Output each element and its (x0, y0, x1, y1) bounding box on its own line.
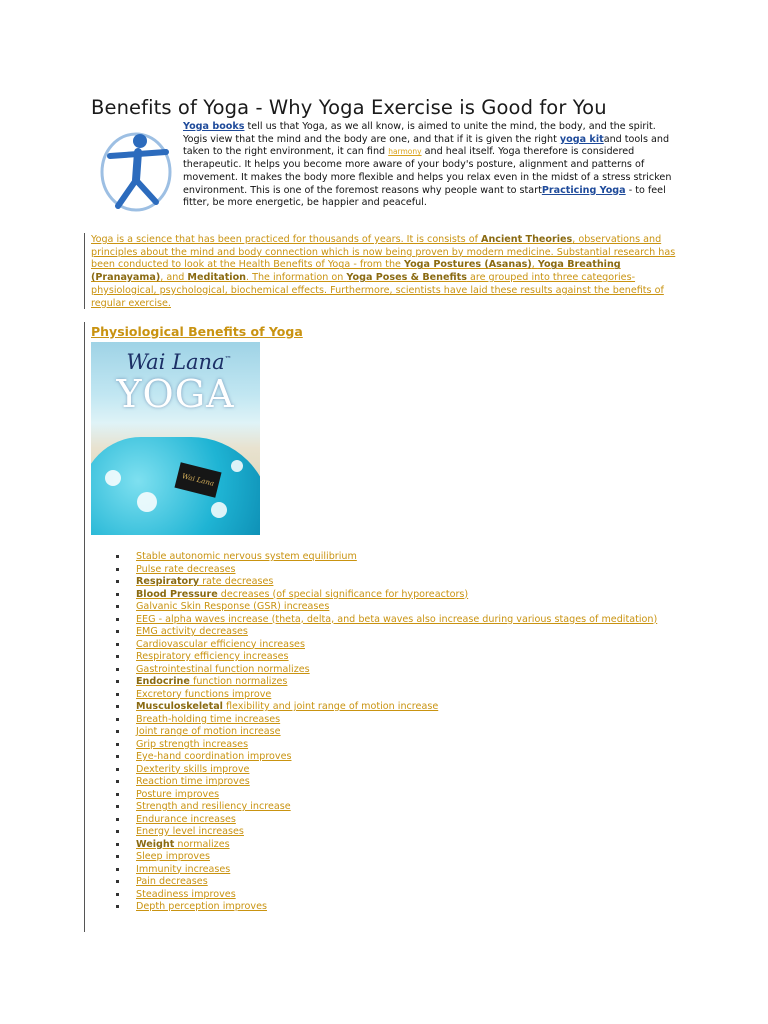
bullet-icon (116, 630, 119, 633)
yoga-postures-link: Yoga Postures (Asanas) (404, 259, 532, 271)
list-item (136, 901, 716, 914)
benefit-link[interactable]: Immunity increases (136, 863, 231, 875)
flower-decoration-icon (105, 470, 121, 486)
list-item (136, 714, 716, 727)
flower-decoration-icon (211, 502, 227, 518)
bullet-icon (116, 568, 119, 571)
bullet-icon (116, 668, 119, 671)
bullet-icon (116, 905, 119, 908)
list-item (136, 576, 716, 589)
practicing-yoga-link[interactable]: Practicing Yoga (541, 184, 626, 196)
list-item (136, 776, 716, 789)
list-item (136, 864, 716, 877)
list-item (136, 614, 716, 627)
bullet-icon (116, 818, 119, 821)
ancient-theories-link: Ancient Theories (481, 234, 573, 245)
product-tag-label: Wai Lana (174, 462, 221, 497)
benefit-link[interactable]: Breath-holding time increases (136, 713, 281, 725)
bullet-icon (116, 880, 119, 883)
yoga-poses-benefits-link: Yoga Poses & Benefits (346, 272, 467, 284)
left-rule-science (84, 233, 85, 309)
bullet-icon (116, 793, 119, 796)
bullet-icon (116, 555, 119, 558)
benefit-link[interactable]: Sleep improves (136, 851, 210, 862)
yoga-books-link[interactable]: Yoga books (183, 121, 245, 132)
science-paragraph[interactable]: Yoga is a science that has been practiced for thousands of years. It is consists of Ancient Theories, observations and principles about the mind and body connection which is now being proven by modern medicine. Substantial research has been conducted to look at the Health Benefits of Yoga - from the Yoga Postures (Asanas), Yoga Breathing (Pranayama), and Meditation. The information on Yoga Poses & Benefits are grouped into three categories-physiological, psychological, biochemical effects. Furthermore, scientists have laid these results against the benefits of regular exercise. (91, 234, 676, 309)
product-brand-text: Wai Lana™ (126, 350, 232, 374)
list-item (136, 789, 716, 802)
bullet-icon (116, 855, 119, 858)
benefit-link[interactable]: Stable autonomic nervous system equilibrium (136, 551, 357, 562)
wai-lana-yoga-product-image[interactable] (91, 342, 260, 535)
list-item (136, 839, 716, 852)
bullet-icon (116, 618, 119, 621)
list-item (136, 739, 716, 752)
benefit-link[interactable]: Pain decreases (136, 876, 208, 887)
benefit-link[interactable]: Weight normalizes (136, 838, 230, 850)
list-item (136, 639, 716, 652)
bullet-icon (116, 743, 119, 746)
bullet-icon (116, 718, 119, 721)
bullet-icon (116, 893, 119, 896)
benefit-link[interactable]: Excretory functions improve (136, 688, 272, 700)
bullet-icon (116, 805, 119, 808)
benefit-link[interactable]: Joint range of motion increase (136, 726, 281, 737)
list-item (136, 564, 716, 577)
list-item (136, 726, 716, 739)
list-item (136, 889, 716, 902)
benefit-link[interactable]: Musculoskeletal flexibility and joint range of motion increase (136, 701, 439, 712)
bullet-icon (116, 730, 119, 733)
bullet-icon (116, 655, 119, 658)
bullet-icon (116, 580, 119, 583)
list-item (136, 664, 716, 677)
intro-paragraph: Yoga books tell us that Yoga, as we all know, is aimed to unite the mind, the body, and the spirit. Yogis view that the mind and the body are one, and that if it is given the right yoga kitand tools and taken to the right environment, it can find harmony and heal itself. Yoga therefore is considered therapeutic. It helps you become more aware of your body's posture, alignment and patterns of movement. It makes the body more flexible and helps you relax even in the midst of a stress stricken environment. This is one of the foremost reasons why people want to startPracticing Yoga - to feel fitter, be more energetic, be happier and peaceful. (183, 121, 672, 209)
benefit-link[interactable]: Grip strength increases (136, 738, 249, 750)
benefit-link[interactable]: Depth perception improves (136, 901, 267, 912)
list-item (136, 589, 716, 602)
benefit-link[interactable]: Eye-hand coordination improves (136, 751, 292, 762)
bullet-icon (116, 768, 119, 771)
benefits-list (91, 551, 716, 914)
bullet-icon (116, 705, 119, 708)
page-title: Benefits of Yoga - Why Yoga Exercise is Good for You (91, 96, 607, 119)
benefit-link[interactable]: Energy level increases (136, 826, 244, 837)
benefit-link[interactable]: Respiratory efficiency increases (136, 651, 289, 662)
meditation-link: Meditation (187, 272, 246, 284)
list-item (136, 701, 716, 714)
bullet-icon (116, 843, 119, 846)
benefit-link[interactable]: Posture improves (136, 788, 220, 800)
benefit-link[interactable]: Cardiovascular efficiency increases (136, 638, 305, 650)
bullet-icon (116, 605, 119, 608)
list-item (136, 689, 716, 702)
bullet-icon (116, 755, 119, 758)
benefit-link[interactable]: Dexterity skills improve (136, 763, 250, 775)
benefit-link[interactable]: Reaction time improves (136, 776, 250, 787)
harmony-link[interactable]: harmony (388, 147, 422, 157)
benefit-link[interactable]: EMG activity decreases (136, 626, 248, 637)
list-item (136, 876, 716, 889)
bullet-icon (116, 868, 119, 871)
list-item (136, 801, 716, 814)
list-item (136, 751, 716, 764)
bullet-icon (116, 593, 119, 596)
flower-decoration-icon (231, 460, 243, 472)
bullet-icon (116, 680, 119, 683)
yoga-breathing-link: Yoga Breathing (Pranayama) (91, 259, 621, 284)
benefit-link[interactable]: Blood Pressure decreases (of special significance for hyporeactors) (136, 588, 469, 600)
benefit-link[interactable]: Endurance increases (136, 813, 236, 825)
yoga-kit-link[interactable]: yoga kit (559, 133, 604, 145)
bullet-icon (116, 643, 119, 646)
list-item (136, 551, 716, 564)
list-item (136, 651, 716, 664)
list-item (136, 814, 716, 827)
list-item (136, 764, 716, 777)
benefit-link[interactable]: Pulse rate decreases (136, 563, 236, 575)
list-item (136, 676, 716, 689)
bullet-icon (116, 693, 119, 696)
section-heading-physiological[interactable]: Physiological Benefits of Yoga (91, 324, 303, 339)
bullet-icon (116, 830, 119, 833)
yoga-figure-logo-icon (96, 122, 178, 216)
bullet-icon (116, 780, 119, 783)
flower-decoration-icon (137, 492, 157, 512)
left-rule-section (84, 322, 85, 932)
benefit-link[interactable]: Gastrointestinal function normalizes (136, 663, 310, 675)
list-item (136, 851, 716, 864)
benefit-link[interactable]: Galvanic Skin Response (GSR) increases (136, 601, 330, 612)
benefit-link[interactable]: EEG - alpha waves increase (theta, delta, and beta waves also increase during various stages of meditation) (136, 613, 658, 625)
list-item (136, 826, 716, 839)
list-item (136, 601, 716, 614)
benefit-link[interactable]: Respiratory rate decreases (136, 576, 274, 587)
benefit-link[interactable]: Steadiness improves (136, 888, 236, 900)
benefit-link[interactable]: Endocrine function normalizes (136, 676, 288, 687)
product-yoga-text: YOGA (116, 372, 235, 416)
benefit-link[interactable]: Strength and resiliency increase (136, 801, 291, 812)
list-item (136, 626, 716, 639)
